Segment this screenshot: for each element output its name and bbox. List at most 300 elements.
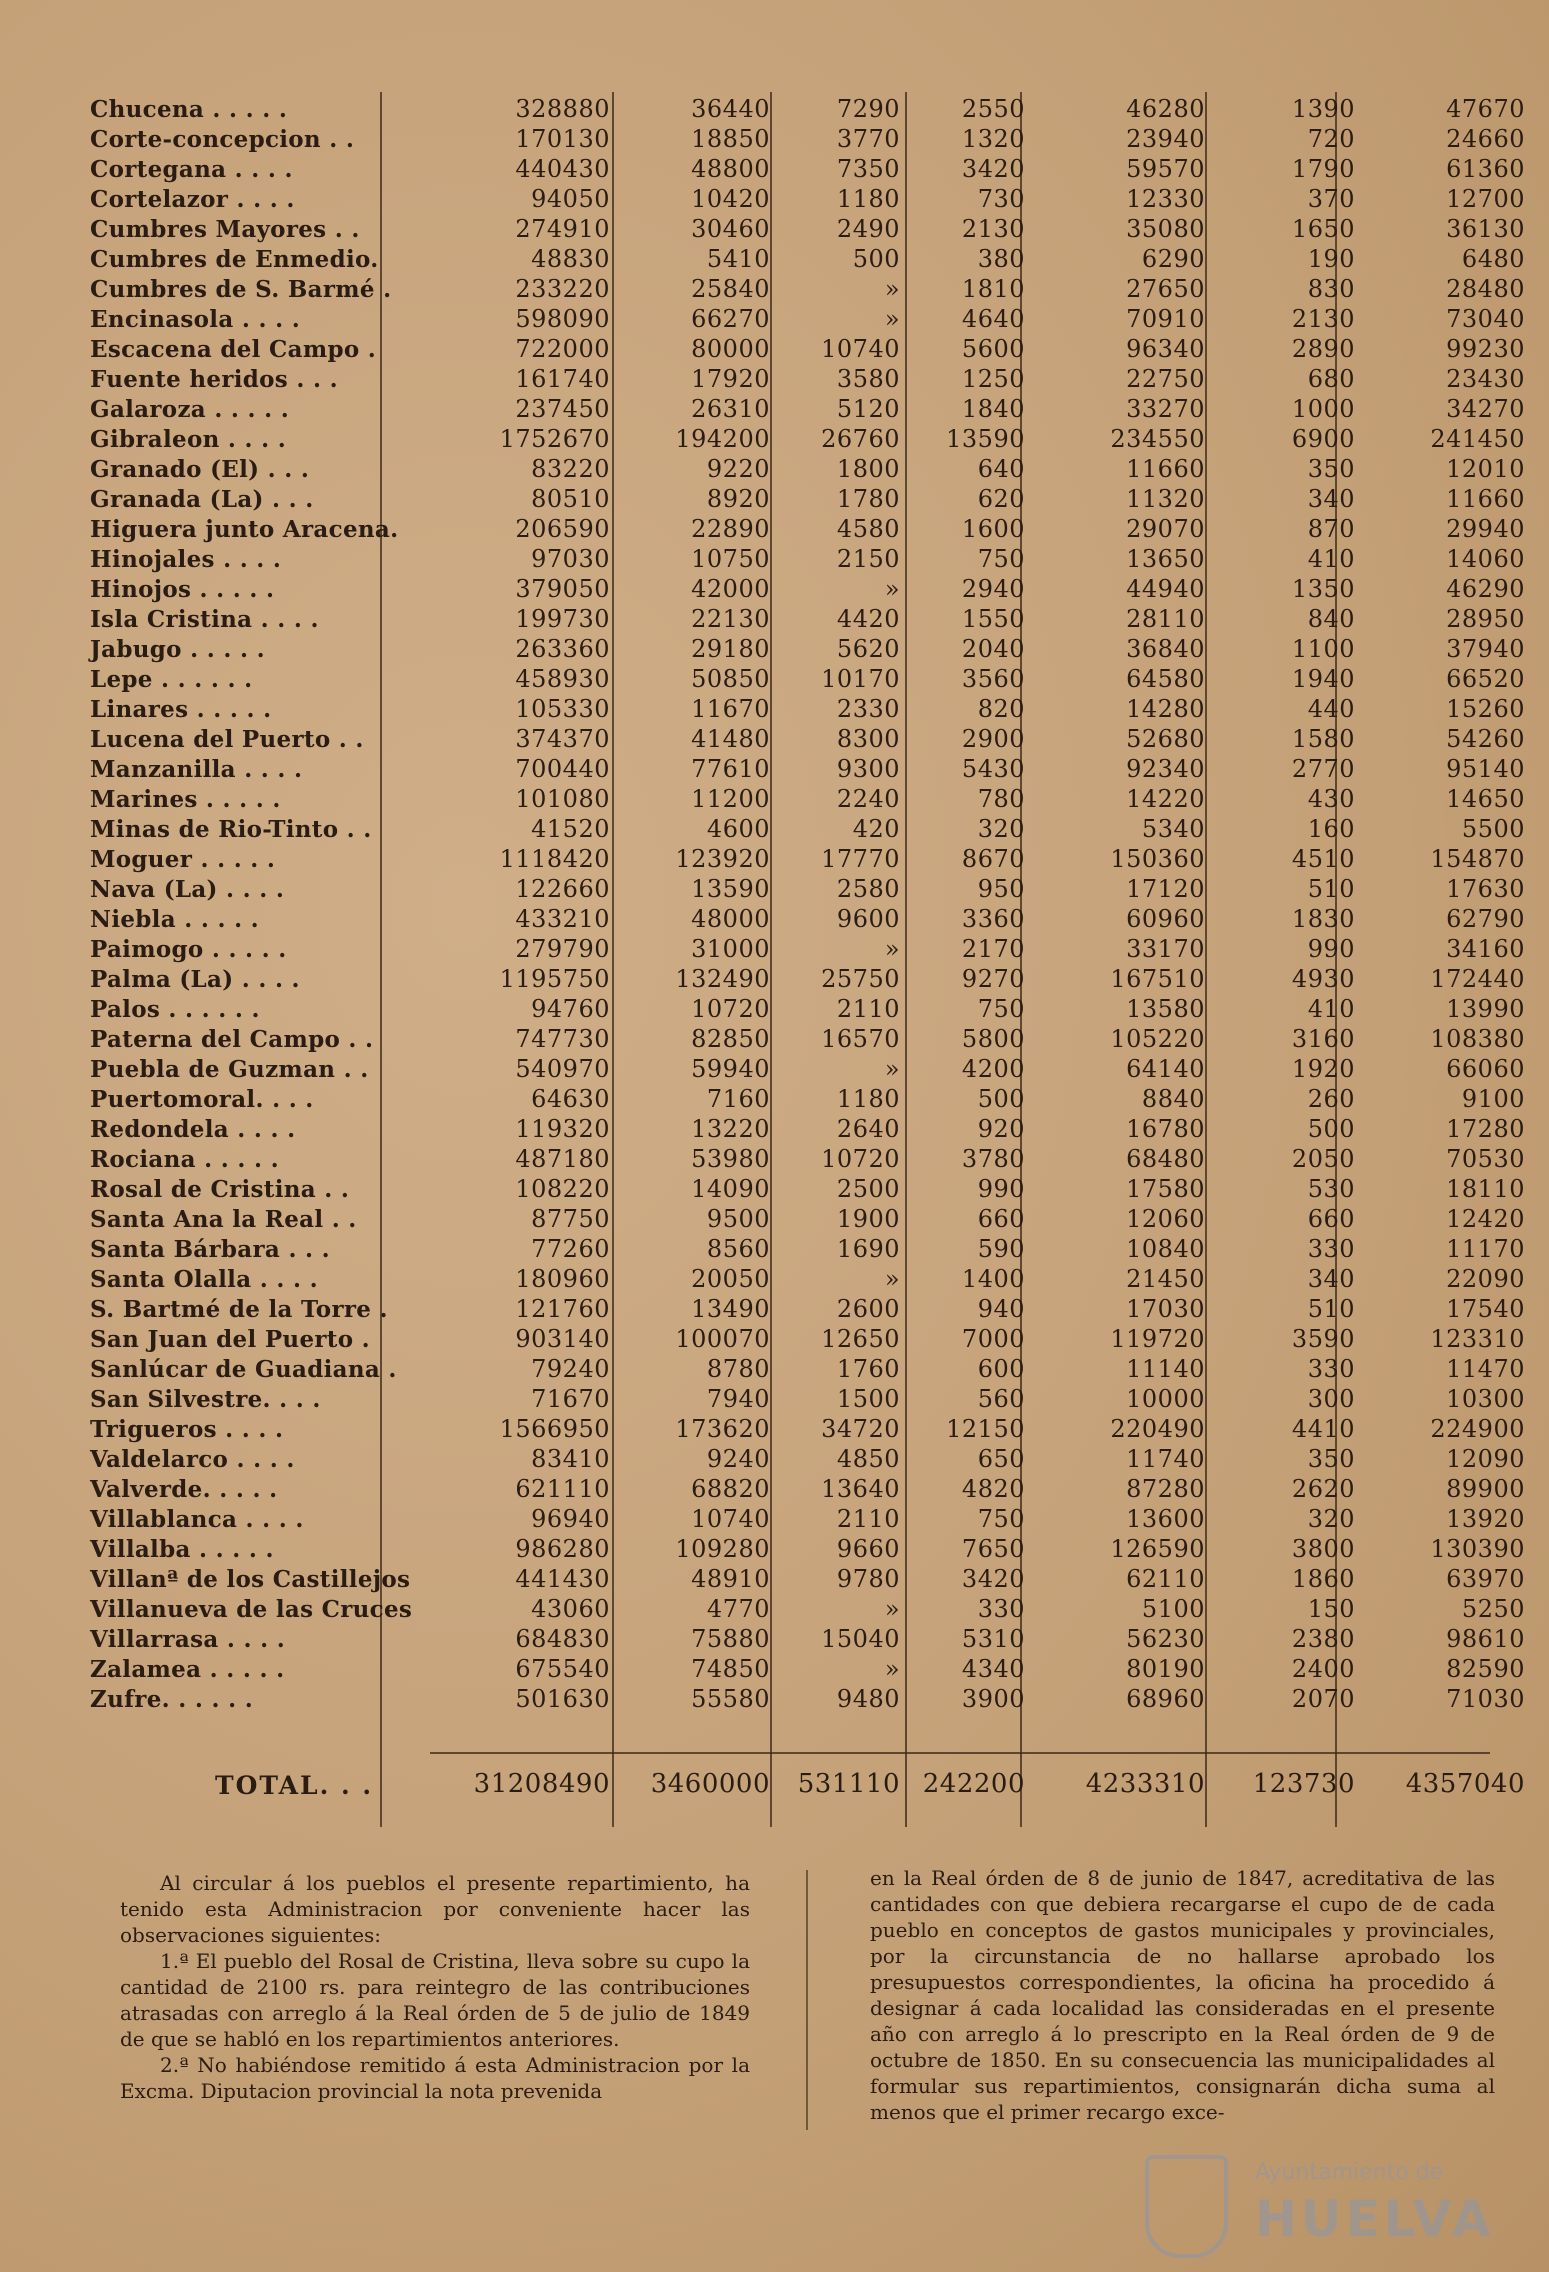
cell-value: 11660 <box>1126 455 1205 483</box>
municipality-name: Lucena del Puerto . . <box>90 726 364 753</box>
cell-value: 109280 <box>675 1535 770 1563</box>
cell-value: 99230 <box>1446 335 1525 363</box>
cell-value: 70910 <box>1126 305 1205 333</box>
cell-value: 2130 <box>961 215 1025 243</box>
cell-value: 47670 <box>1446 95 1525 123</box>
cell-value: 77610 <box>691 755 770 783</box>
cell-value: » <box>884 275 900 303</box>
cell-value: 20050 <box>691 1265 770 1293</box>
cell-value: 990 <box>1307 935 1355 963</box>
municipality-name: Villarrasa . . . . <box>90 1626 286 1653</box>
cell-value: 68820 <box>691 1475 770 1503</box>
municipality-name: San Silvestre. . . . <box>90 1386 321 1413</box>
cell-value: 66060 <box>1446 1055 1525 1083</box>
municipality-name: Lepe . . . . . . <box>90 666 253 693</box>
cell-value: 530 <box>1307 1175 1355 1203</box>
cell-value: 9270 <box>961 965 1025 993</box>
cell-value: 12330 <box>1126 185 1205 213</box>
cell-value: 161740 <box>515 365 610 393</box>
cell-value: 2620 <box>1291 1475 1355 1503</box>
cell-value: 1830 <box>1291 905 1355 933</box>
cell-value: 11660 <box>1446 485 1525 513</box>
cell-value: 36840 <box>1126 635 1205 663</box>
municipality-name: Hinojos . . . . . <box>90 576 275 603</box>
cell-value: 440 <box>1307 695 1355 723</box>
cell-value: 12090 <box>1446 1445 1525 1473</box>
cell-value: 2130 <box>1291 305 1355 333</box>
cell-value: 13600 <box>1126 1505 1205 1533</box>
cell-value: 3900 <box>961 1685 1025 1713</box>
municipality-name: Redondela . . . . <box>90 1116 296 1143</box>
cell-value: 6290 <box>1141 245 1205 273</box>
cell-value: 92340 <box>1126 755 1205 783</box>
cell-value: 13490 <box>691 1295 770 1323</box>
cell-value: 10420 <box>691 185 770 213</box>
table-row <box>80 1472 1525 1503</box>
cell-value: 300 <box>1307 1385 1355 1413</box>
municipality-name: Cumbres Mayores . . <box>90 216 360 243</box>
table-row <box>80 722 1525 753</box>
cell-value: 660 <box>1307 1205 1355 1233</box>
cell-value: 320 <box>977 815 1025 843</box>
cell-value: 62110 <box>1126 1565 1205 1593</box>
cell-value: 55580 <box>691 1685 770 1713</box>
cell-value: 9660 <box>836 1535 900 1563</box>
municipality-name: Rociana . . . . . <box>90 1146 279 1173</box>
cell-value: 80000 <box>691 335 770 363</box>
cell-value: 675540 <box>515 1655 610 1683</box>
cell-value: 12700 <box>1446 185 1525 213</box>
cell-value: 5250 <box>1461 1595 1525 1623</box>
cell-value: 1940 <box>1291 665 1355 693</box>
cell-value: 170130 <box>515 125 610 153</box>
cell-value: 1900 <box>836 1205 900 1233</box>
cell-value: 430 <box>1307 785 1355 813</box>
cell-value: 180960 <box>515 1265 610 1293</box>
cell-value: 4420 <box>836 605 900 633</box>
cell-value: 340 <box>1307 485 1355 513</box>
cell-value: » <box>884 1055 900 1083</box>
cell-value: 98610 <box>1446 1625 1525 1653</box>
cell-value: 17630 <box>1446 875 1525 903</box>
municipality-name: Trigueros . . . . <box>90 1416 284 1443</box>
table-row <box>80 602 1525 633</box>
municipality-name: Linares . . . . . <box>90 696 272 723</box>
cell-value: 3800 <box>1291 1535 1355 1563</box>
table-row <box>80 692 1525 723</box>
cell-value: 71030 <box>1446 1685 1525 1713</box>
note-item-1: 1.ª El pueblo del Rosal de Cristina, lleva sobre su cupo la cantidad de 2100 rs. para reintegro de las contribuciones atrasadas con arreglo á la Real órden de 5 de julio de 1849 de que se habló en los repartimientos anteriores. <box>120 1949 750 2051</box>
cell-value: 13220 <box>691 1115 770 1143</box>
cell-value: 27650 <box>1126 275 1205 303</box>
cell-value: 990 <box>977 1175 1025 1203</box>
cell-value: 59570 <box>1126 155 1205 183</box>
table-row <box>80 1202 1525 1233</box>
cell-value: 75880 <box>691 1625 770 1653</box>
cell-value: 33170 <box>1126 935 1205 963</box>
table-row <box>80 1442 1525 1473</box>
cell-value: 722000 <box>515 335 610 363</box>
table-row <box>80 1382 1525 1413</box>
cell-value: 750 <box>977 995 1025 1023</box>
table-row <box>80 362 1525 393</box>
cell-value: 17920 <box>691 365 770 393</box>
cell-value: 1550 <box>961 605 1025 633</box>
cell-value: 1500 <box>836 1385 900 1413</box>
municipality-name: Palma (La) . . . . <box>90 966 300 993</box>
cell-value: 379050 <box>515 575 610 603</box>
cell-value: 4640 <box>961 305 1025 333</box>
cell-value: 41480 <box>691 725 770 753</box>
cell-value: 60960 <box>1126 905 1205 933</box>
cell-value: 3160 <box>1291 1025 1355 1053</box>
cell-value: 1650 <box>1291 215 1355 243</box>
cell-value: 17580 <box>1126 1175 1205 1203</box>
table-row <box>80 1262 1525 1293</box>
cell-value: 96940 <box>531 1505 610 1533</box>
table-row <box>80 1052 1525 1083</box>
cell-value: 750 <box>977 1505 1025 1533</box>
cell-value: 94760 <box>531 995 610 1023</box>
cell-value: 370 <box>1307 185 1355 213</box>
cell-value: 233220 <box>515 275 610 303</box>
municipality-name: Santa Ana la Real . . <box>90 1206 357 1233</box>
cell-value: 30460 <box>691 215 770 243</box>
cell-value: 13580 <box>1126 995 1205 1023</box>
cell-value: 79240 <box>531 1355 610 1383</box>
municipality-name: S. Bartmé de la Torre . <box>90 1296 388 1323</box>
cell-value: 130390 <box>1430 1535 1525 1563</box>
cell-value: 122660 <box>515 875 610 903</box>
municipality-name: Paterna del Campo . . <box>90 1026 374 1053</box>
cell-value: 8920 <box>706 485 770 513</box>
cell-value: 3780 <box>961 1145 1025 1173</box>
cell-value: 5500 <box>1461 815 1525 843</box>
table-row <box>80 242 1525 273</box>
total-value: 4357040 <box>1405 1769 1525 1799</box>
cell-value: 15040 <box>821 1625 900 1653</box>
cell-value: 4930 <box>1291 965 1355 993</box>
cell-value: 940 <box>977 1295 1025 1323</box>
cell-value: 263360 <box>515 635 610 663</box>
cell-value: 5340 <box>1141 815 1205 843</box>
municipality-name: Jabugo . . . . . <box>90 636 265 663</box>
table-row <box>80 902 1525 933</box>
cell-value: 61360 <box>1446 155 1525 183</box>
notes-divider <box>806 1870 808 2130</box>
cell-value: 11740 <box>1126 1445 1205 1473</box>
cell-value: » <box>884 305 900 333</box>
cell-value: 330 <box>1307 1355 1355 1383</box>
cell-value: 5430 <box>961 755 1025 783</box>
cell-value: 21450 <box>1126 1265 1205 1293</box>
cell-value: 23940 <box>1126 125 1205 153</box>
cell-value: 1118420 <box>499 845 610 873</box>
cell-value: 25750 <box>821 965 900 993</box>
cell-value: 684830 <box>515 1625 610 1653</box>
table-row <box>80 1292 1525 1323</box>
cell-value: 12150 <box>946 1415 1025 1443</box>
cell-value: 64580 <box>1126 665 1205 693</box>
cell-value: 1320 <box>961 125 1025 153</box>
cell-value: 10170 <box>821 665 900 693</box>
total-value: 242200 <box>922 1769 1025 1799</box>
municipality-name: Sanlúcar de Guadiana . <box>90 1356 397 1383</box>
cell-value: 17280 <box>1446 1115 1525 1143</box>
municipality-name: Manzanilla . . . . <box>90 756 303 783</box>
cell-value: 433210 <box>515 905 610 933</box>
cell-value: 350 <box>1307 1445 1355 1473</box>
municipality-name: Cumbres de Enmedio. <box>90 246 379 273</box>
municipality-name: Hinojales . . . . <box>90 546 282 573</box>
cell-value: 48000 <box>691 905 770 933</box>
cell-value: 4340 <box>961 1655 1025 1683</box>
cell-value: 4770 <box>706 1595 770 1623</box>
cell-value: 224900 <box>1430 1415 1525 1443</box>
cell-value: 374370 <box>515 725 610 753</box>
cell-value: 10000 <box>1126 1385 1205 1413</box>
cell-value: 46290 <box>1446 575 1525 603</box>
cell-value: 2050 <box>1291 1145 1355 1173</box>
cell-value: 8840 <box>1141 1085 1205 1113</box>
cell-value: 590 <box>977 1235 1025 1263</box>
municipality-name: Corte-concepcion . . <box>90 126 355 153</box>
cell-value: 2550 <box>961 95 1025 123</box>
table-row <box>80 662 1525 693</box>
cell-value: 63970 <box>1446 1565 1525 1593</box>
cell-value: 4600 <box>706 815 770 843</box>
cell-value: 220490 <box>1110 1415 1205 1443</box>
table-row <box>80 512 1525 543</box>
cell-value: 41520 <box>531 815 610 843</box>
cell-value: 1180 <box>836 185 900 213</box>
municipality-name: Villablanca . . . . <box>90 1506 304 1533</box>
cell-value: 13920 <box>1446 1505 1525 1533</box>
cell-value: 1752670 <box>499 425 610 453</box>
municipality-name: Villanª de los Castillejos <box>90 1566 411 1593</box>
cell-value: 150360 <box>1110 845 1205 873</box>
cell-value: 68960 <box>1126 1685 1205 1713</box>
cell-value: 410 <box>1307 995 1355 1023</box>
cell-value: 31000 <box>691 935 770 963</box>
cell-value: 36440 <box>691 95 770 123</box>
crest-icon <box>1145 2155 1228 2258</box>
cell-value: 10300 <box>1446 1385 1525 1413</box>
municipality-name: Palos . . . . . . <box>90 996 260 1023</box>
cell-value: 108220 <box>515 1175 610 1203</box>
cell-value: 52680 <box>1126 725 1205 753</box>
cell-value: 74850 <box>691 1655 770 1683</box>
cell-value: 1566950 <box>499 1415 610 1443</box>
cell-value: 82590 <box>1446 1655 1525 1683</box>
cell-value: 83410 <box>531 1445 610 1473</box>
cell-value: 18850 <box>691 125 770 153</box>
municipality-name: Marines . . . . . <box>90 786 281 813</box>
cell-value: 241450 <box>1430 425 1525 453</box>
cell-value: 17540 <box>1446 1295 1525 1323</box>
cell-value: 95140 <box>1446 755 1525 783</box>
cell-value: 132490 <box>675 965 770 993</box>
municipality-name: Cumbres de S. Barmé . <box>90 276 392 303</box>
cell-value: 77260 <box>531 1235 610 1263</box>
municipality-name: Higuera junto Aracena. <box>90 516 399 543</box>
municipality-name: Cortelazor . . . . <box>90 186 295 213</box>
cell-value: 29180 <box>691 635 770 663</box>
cell-value: 54260 <box>1446 725 1525 753</box>
cell-value: 340 <box>1307 1265 1355 1293</box>
municipality-name: Niebla . . . . . <box>90 906 259 933</box>
cell-value: 986280 <box>515 1535 610 1563</box>
cell-value: 154870 <box>1430 845 1525 873</box>
municipality-name: Valdelarco . . . . <box>90 1446 295 1473</box>
total-value: 531110 <box>797 1769 900 1799</box>
cell-value: 2040 <box>961 635 1025 663</box>
cell-value: 126590 <box>1110 1535 1205 1563</box>
cell-value: 5620 <box>836 635 900 663</box>
cell-value: 3420 <box>961 1565 1025 1593</box>
municipality-name: Fuente heridos . . . <box>90 366 338 393</box>
cell-value: 105330 <box>515 695 610 723</box>
cell-value: 903140 <box>515 1325 610 1353</box>
table-row <box>80 1592 1525 1623</box>
cell-value: 1780 <box>836 485 900 513</box>
cell-value: 96340 <box>1126 335 1205 363</box>
cell-value: 24660 <box>1446 125 1525 153</box>
table-row <box>80 932 1525 963</box>
cell-value: 2110 <box>836 995 900 1023</box>
cell-value: 80510 <box>531 485 610 513</box>
table-row <box>80 1022 1525 1053</box>
cell-value: 100070 <box>675 1325 770 1353</box>
cell-value: 17120 <box>1126 875 1205 903</box>
cell-value: 7160 <box>706 1085 770 1113</box>
cell-value: 23430 <box>1446 365 1525 393</box>
total-value: 123730 <box>1252 1769 1355 1799</box>
cell-value: 108380 <box>1430 1025 1525 1053</box>
table-row <box>80 182 1525 213</box>
cell-value: 458930 <box>515 665 610 693</box>
notes-right-column <box>870 1865 1495 2125</box>
cell-value: 1800 <box>836 455 900 483</box>
cell-value: 10840 <box>1126 1235 1205 1263</box>
cell-value: 441430 <box>515 1565 610 1593</box>
ledger-table <box>80 92 1525 1713</box>
watermark-line-2: HUELVA <box>1255 2190 1495 2248</box>
cell-value: » <box>884 1265 900 1293</box>
table-row <box>80 1562 1525 1593</box>
table-row <box>80 392 1525 423</box>
cell-value: 820 <box>977 695 1025 723</box>
cell-value: 3420 <box>961 155 1025 183</box>
table-row <box>80 1352 1525 1383</box>
cell-value: 22130 <box>691 605 770 633</box>
cell-value: 94050 <box>531 185 610 213</box>
cell-value: 5800 <box>961 1025 1025 1053</box>
cell-value: 830 <box>1307 275 1355 303</box>
cell-value: 53980 <box>691 1145 770 1173</box>
cell-value: 3580 <box>836 365 900 393</box>
cell-value: 13990 <box>1446 995 1525 1023</box>
cell-value: 42000 <box>691 575 770 603</box>
cell-value: 13640 <box>821 1475 900 1503</box>
cell-value: 501630 <box>515 1685 610 1713</box>
cell-value: 720 <box>1307 125 1355 153</box>
cell-value: 37940 <box>1446 635 1525 663</box>
municipality-name: Gibraleon . . . . <box>90 426 287 453</box>
cell-value: 2580 <box>836 875 900 903</box>
total-value: 4233310 <box>1085 1769 1205 1799</box>
archive-watermark <box>1140 2150 1500 2260</box>
cell-value: 9600 <box>836 905 900 933</box>
municipality-name: Encinasola . . . . <box>90 306 301 333</box>
cell-value: 2400 <box>1291 1655 1355 1683</box>
cell-value: 2330 <box>836 695 900 723</box>
cell-value: 7000 <box>961 1325 1025 1353</box>
total-rule <box>430 1752 1490 1754</box>
cell-value: 2900 <box>961 725 1025 753</box>
municipality-name: Villalba . . . . . <box>90 1536 274 1563</box>
cell-value: 2890 <box>1291 335 1355 363</box>
cell-value: 1860 <box>1291 1565 1355 1593</box>
cell-value: 150 <box>1307 1595 1355 1623</box>
notes-left-column <box>120 1870 750 2104</box>
table-row <box>80 542 1525 573</box>
cell-value: 5120 <box>836 395 900 423</box>
cell-value: 36130 <box>1446 215 1525 243</box>
municipality-name: Escacena del Campo . <box>90 336 377 363</box>
table-row <box>80 1172 1525 1203</box>
table-row <box>80 842 1525 873</box>
cell-value: 9220 <box>706 455 770 483</box>
cell-value: 6900 <box>1291 425 1355 453</box>
table-row <box>80 422 1525 453</box>
note-continuation: en la Real órden de 8 de junio de 1847, acreditativa de las cantidades con que debiera recargarse el cupo de de cada pueblo en conceptos de gastos municipales y provinciales, por la circunstancia de no hallarse aprobado los presupuestos correspondientes, la oficina ha procedido á designar á cada localidad las consideradas en el presente año con arreglo á lo prescripto en la Real órden de 9 de octubre de 1850. En su consecuencia las municipalidades al formular sus repartimientos, consignarán dicha suma al menos que el primer recargo exce- <box>870 1866 1495 2124</box>
table-row <box>80 812 1525 843</box>
cell-value: 11140 <box>1126 1355 1205 1383</box>
cell-value: 167510 <box>1110 965 1205 993</box>
cell-value: 10740 <box>691 1505 770 1533</box>
table-row <box>80 452 1525 483</box>
table-row <box>80 1682 1525 1713</box>
table-row <box>80 962 1525 993</box>
cell-value: 82850 <box>691 1025 770 1053</box>
cell-value: 279790 <box>515 935 610 963</box>
cell-value: » <box>884 1595 900 1623</box>
cell-value: 3590 <box>1291 1325 1355 1353</box>
table-row <box>80 1412 1525 1443</box>
municipality-name: Valverde. . . . . <box>90 1476 278 1503</box>
cell-value: 87280 <box>1126 1475 1205 1503</box>
table-row <box>80 872 1525 903</box>
cell-value: 3560 <box>961 665 1025 693</box>
cell-value: 14060 <box>1446 545 1525 573</box>
cell-value: 9780 <box>836 1565 900 1593</box>
cell-value: 12010 <box>1446 455 1525 483</box>
cell-value: 5100 <box>1141 1595 1205 1623</box>
cell-value: 22750 <box>1126 365 1205 393</box>
cell-value: 4410 <box>1291 1415 1355 1443</box>
cell-value: 540970 <box>515 1055 610 1083</box>
note-item-2: 2.ª No habiéndose remitido á esta Administracion por la Excma. Diputacion provincial la nota prevenida <box>120 2053 750 2103</box>
cell-value: 11320 <box>1126 485 1205 513</box>
cell-value: 11170 <box>1446 1235 1525 1263</box>
cell-value: 640 <box>977 455 1025 483</box>
cell-value: 330 <box>977 1595 1025 1623</box>
cell-value: 9240 <box>706 1445 770 1473</box>
cell-value: 680 <box>1307 365 1355 393</box>
cell-value: 29070 <box>1126 515 1205 543</box>
cell-value: 750 <box>977 545 1025 573</box>
